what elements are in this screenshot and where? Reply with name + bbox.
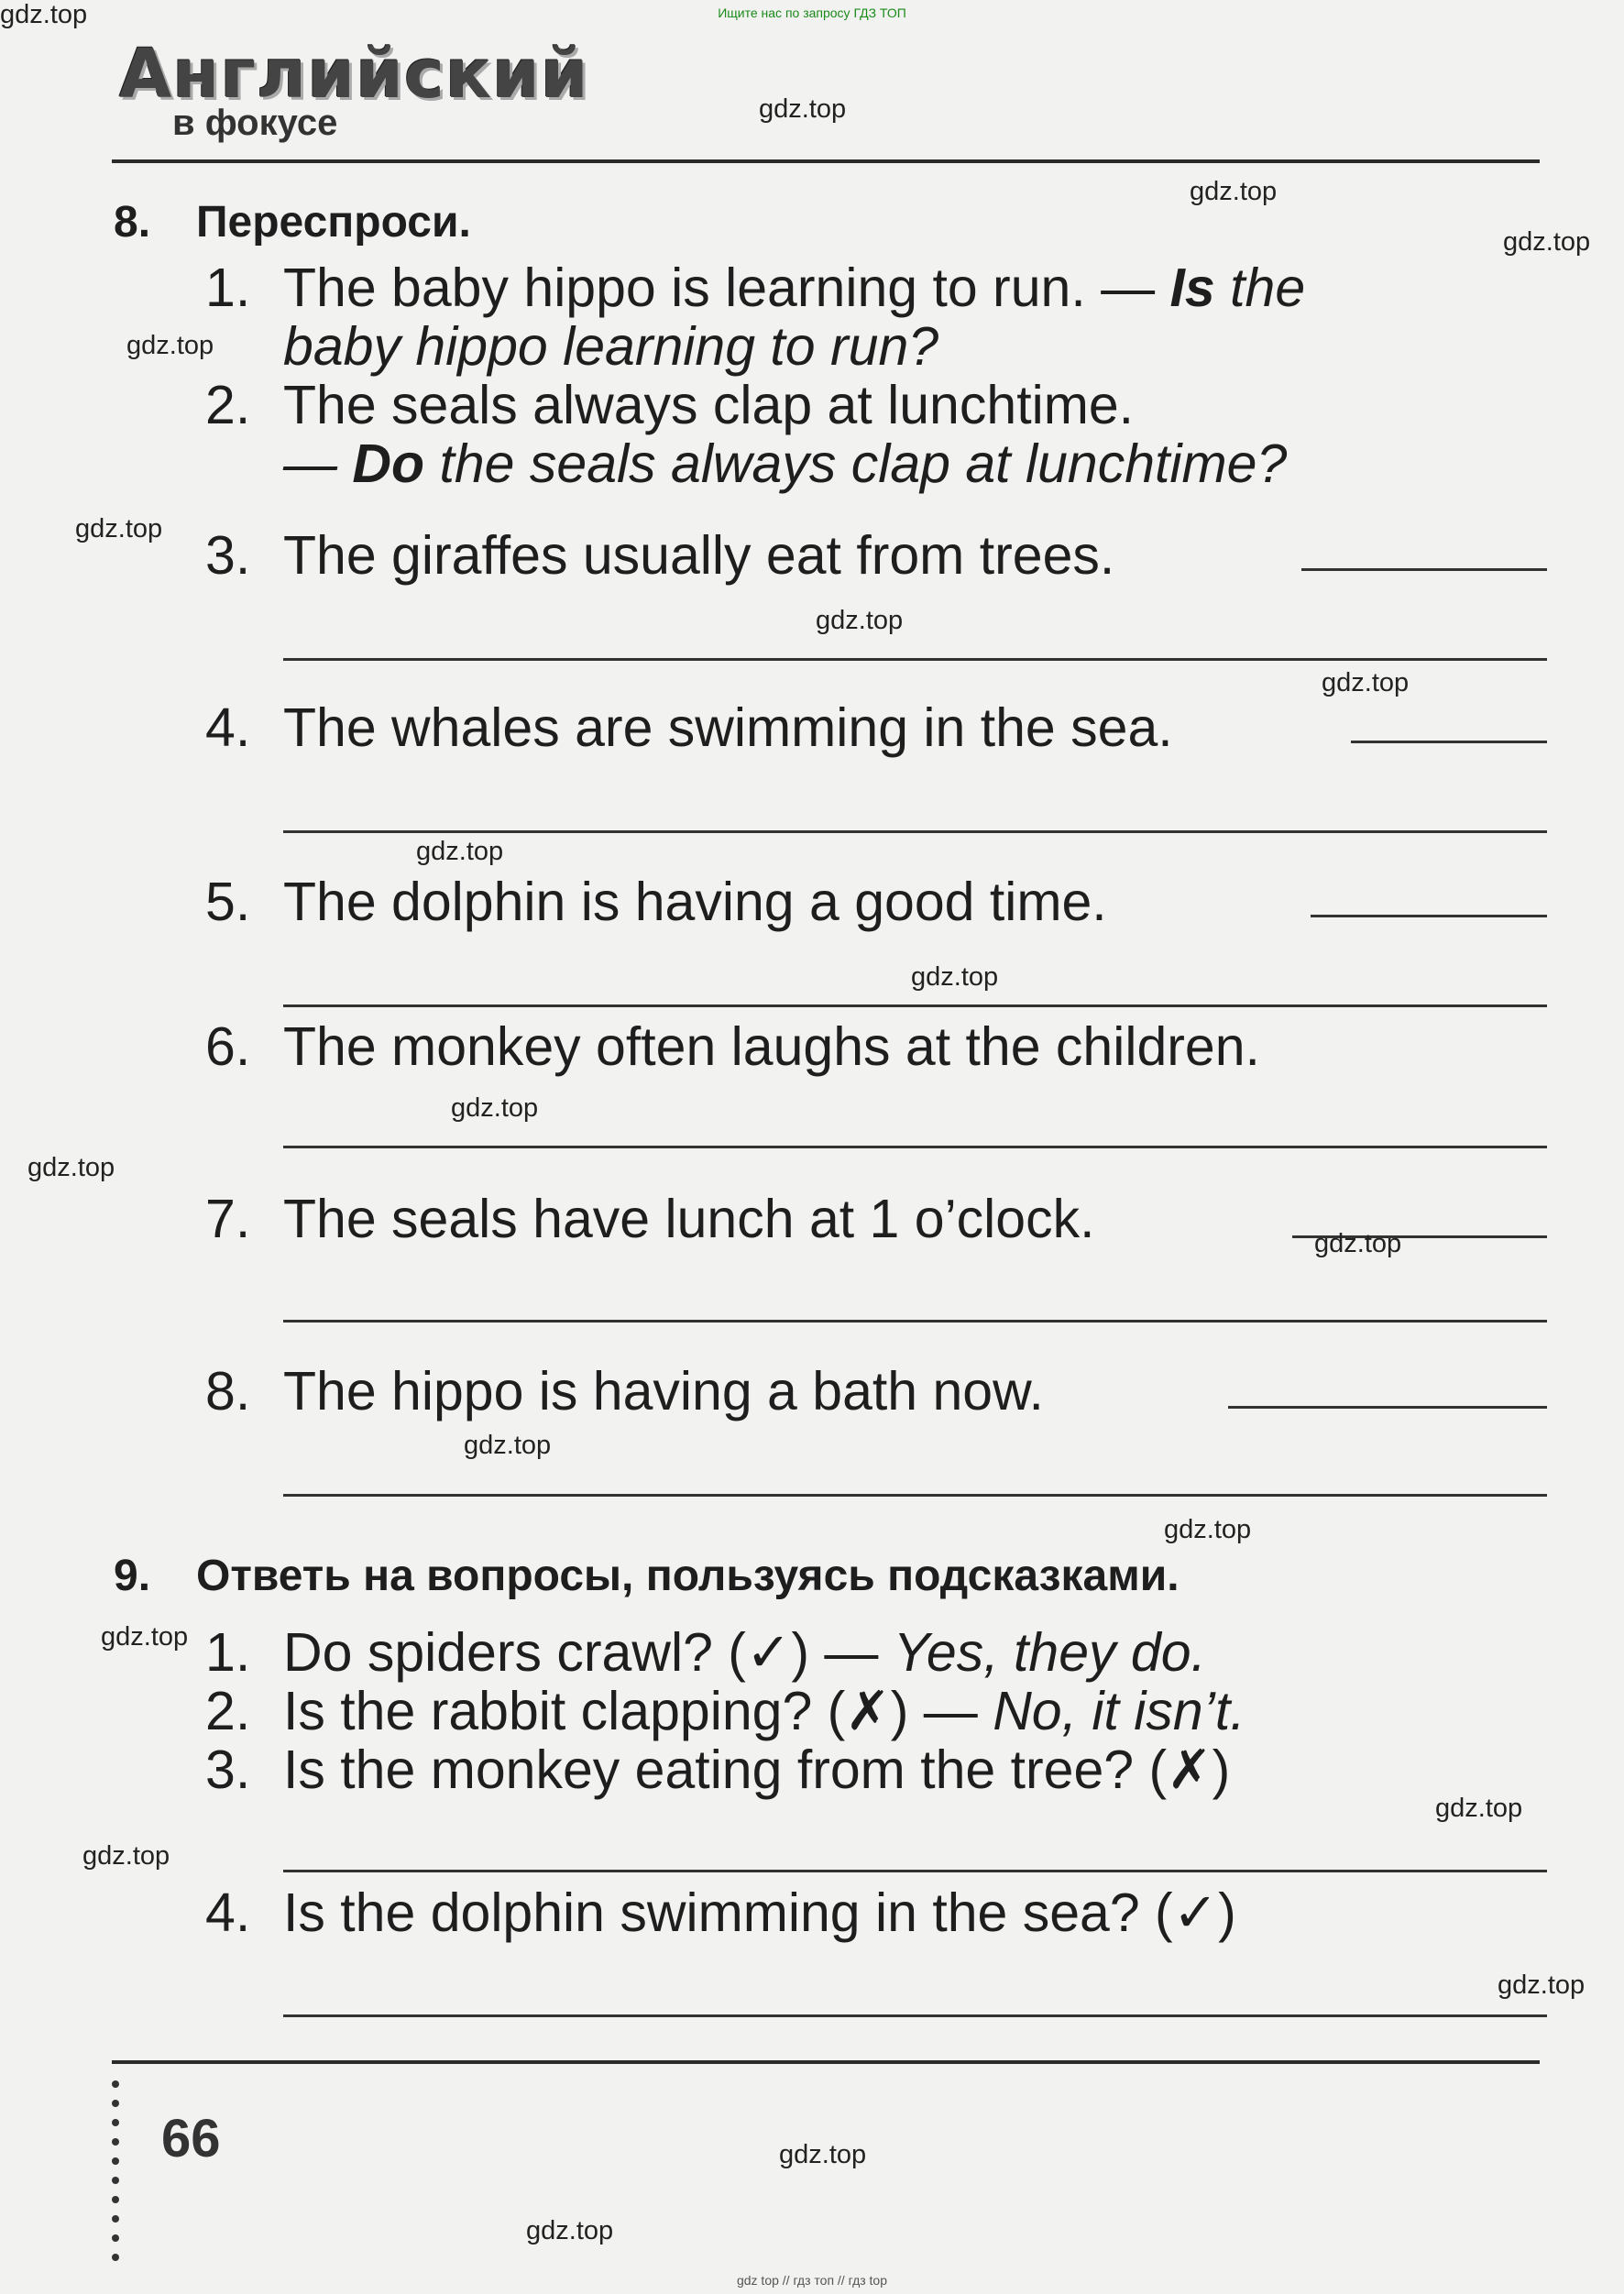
answer-blank[interactable] [283, 830, 1547, 833]
watermark: gdz.top [82, 1841, 170, 1871]
ex9-item-4: 4. Is the dolphin swimming in the sea? (✓) [205, 1882, 1236, 1943]
watermark: gdz.top [1190, 177, 1278, 206]
page-number: 66 [161, 2109, 221, 2168]
ex9-item-2: 2. Is the rabbit clapping? (✗) — No, it isn’t. [205, 1681, 1245, 1741]
watermark: gdz.top [1164, 1515, 1252, 1544]
answer-blank[interactable] [283, 658, 1547, 661]
ex8-item-2: 2. The seals always clap at lunchtime. [205, 375, 1135, 435]
watermark: gdz.top [1503, 227, 1591, 257]
ex8-item-4: 4. The whales are swimming in the sea. [205, 697, 1173, 758]
logo-subtitle: в фокусе [172, 103, 338, 143]
page-edge-dots [112, 2080, 119, 2273]
answer-blank[interactable] [283, 2014, 1547, 2017]
watermark: gdz.top [0, 0, 88, 29]
watermark: gdz.top [1498, 1970, 1586, 2000]
bottom-note: gdz top // гдз топ // гдз top [736, 2273, 888, 2288]
top-rule [112, 159, 1540, 163]
watermark: gdz.top [759, 94, 847, 124]
watermark: gdz.top [126, 331, 214, 360]
ex8-item-6: 6. The monkey often laughs at the children. [205, 1016, 1260, 1077]
answer-blank[interactable] [283, 1870, 1547, 1872]
answer-blank[interactable] [283, 1494, 1547, 1497]
watermark: gdz.top [911, 962, 999, 992]
watermark: gdz.top [451, 1093, 539, 1123]
top-note: Ищите нас по запросу ГДЗ ТОП [718, 5, 906, 20]
series-logo [119, 35, 589, 144]
exercise8-heading [114, 197, 471, 247]
ex8-item-8: 8. The hippo is having a bath now. [205, 1361, 1044, 1421]
answer-blank[interactable] [283, 1004, 1547, 1007]
ex8-item-5: 5. The dolphin is having a good time. [205, 872, 1107, 932]
ex8-item-2-answer: — Do the seals always clap at lunchtime? [283, 434, 1288, 494]
watermark: gdz.top [779, 2140, 867, 2169]
watermark: gdz.top [416, 837, 504, 866]
watermark: gdz.top [1435, 1794, 1523, 1823]
ex9-item-1: 1. Do spiders crawl? (✓) — Yes, they do. [205, 1622, 1206, 1683]
answer-blank[interactable] [1351, 741, 1547, 743]
watermark: gdz.top [526, 2216, 614, 2245]
exercise-number: 8. [114, 198, 151, 247]
watermark: gdz.top [1322, 668, 1410, 697]
watermark: gdz.top [75, 514, 163, 543]
ex9-item-3: 3. Is the monkey eating from the tree? (✗) [205, 1740, 1231, 1800]
answer-blank[interactable] [1301, 568, 1547, 571]
answer-blank[interactable] [1311, 915, 1547, 917]
logo-title: Английский [119, 35, 589, 114]
watermark: gdz.top [816, 606, 904, 635]
watermark: gdz.top [101, 1622, 189, 1652]
answer-blank[interactable] [283, 1320, 1547, 1323]
ex8-item-1-answer: baby hippo learning to run? [283, 316, 939, 377]
ex8-item-1: 1. The baby hippo is learning to run. — Is the [205, 258, 1306, 318]
answer-blank[interactable] [1228, 1406, 1547, 1409]
watermark: gdz.top [27, 1153, 115, 1182]
ex8-item-3: 3. The giraffes usually eat from trees. [205, 525, 1115, 586]
ex8-item-7: 7. The seals have lunch at 1 o’clock. [205, 1189, 1095, 1249]
watermark: gdz.top [464, 1431, 552, 1460]
watermark: gdz.top [1314, 1229, 1402, 1258]
bottom-rule [112, 2060, 1540, 2064]
exercise9-heading: 9. Ответь на вопросы, пользуясь подсказками. [114, 1552, 1180, 1600]
exercise-title: Переспроси. [196, 198, 471, 247]
answer-blank[interactable] [283, 1146, 1547, 1148]
